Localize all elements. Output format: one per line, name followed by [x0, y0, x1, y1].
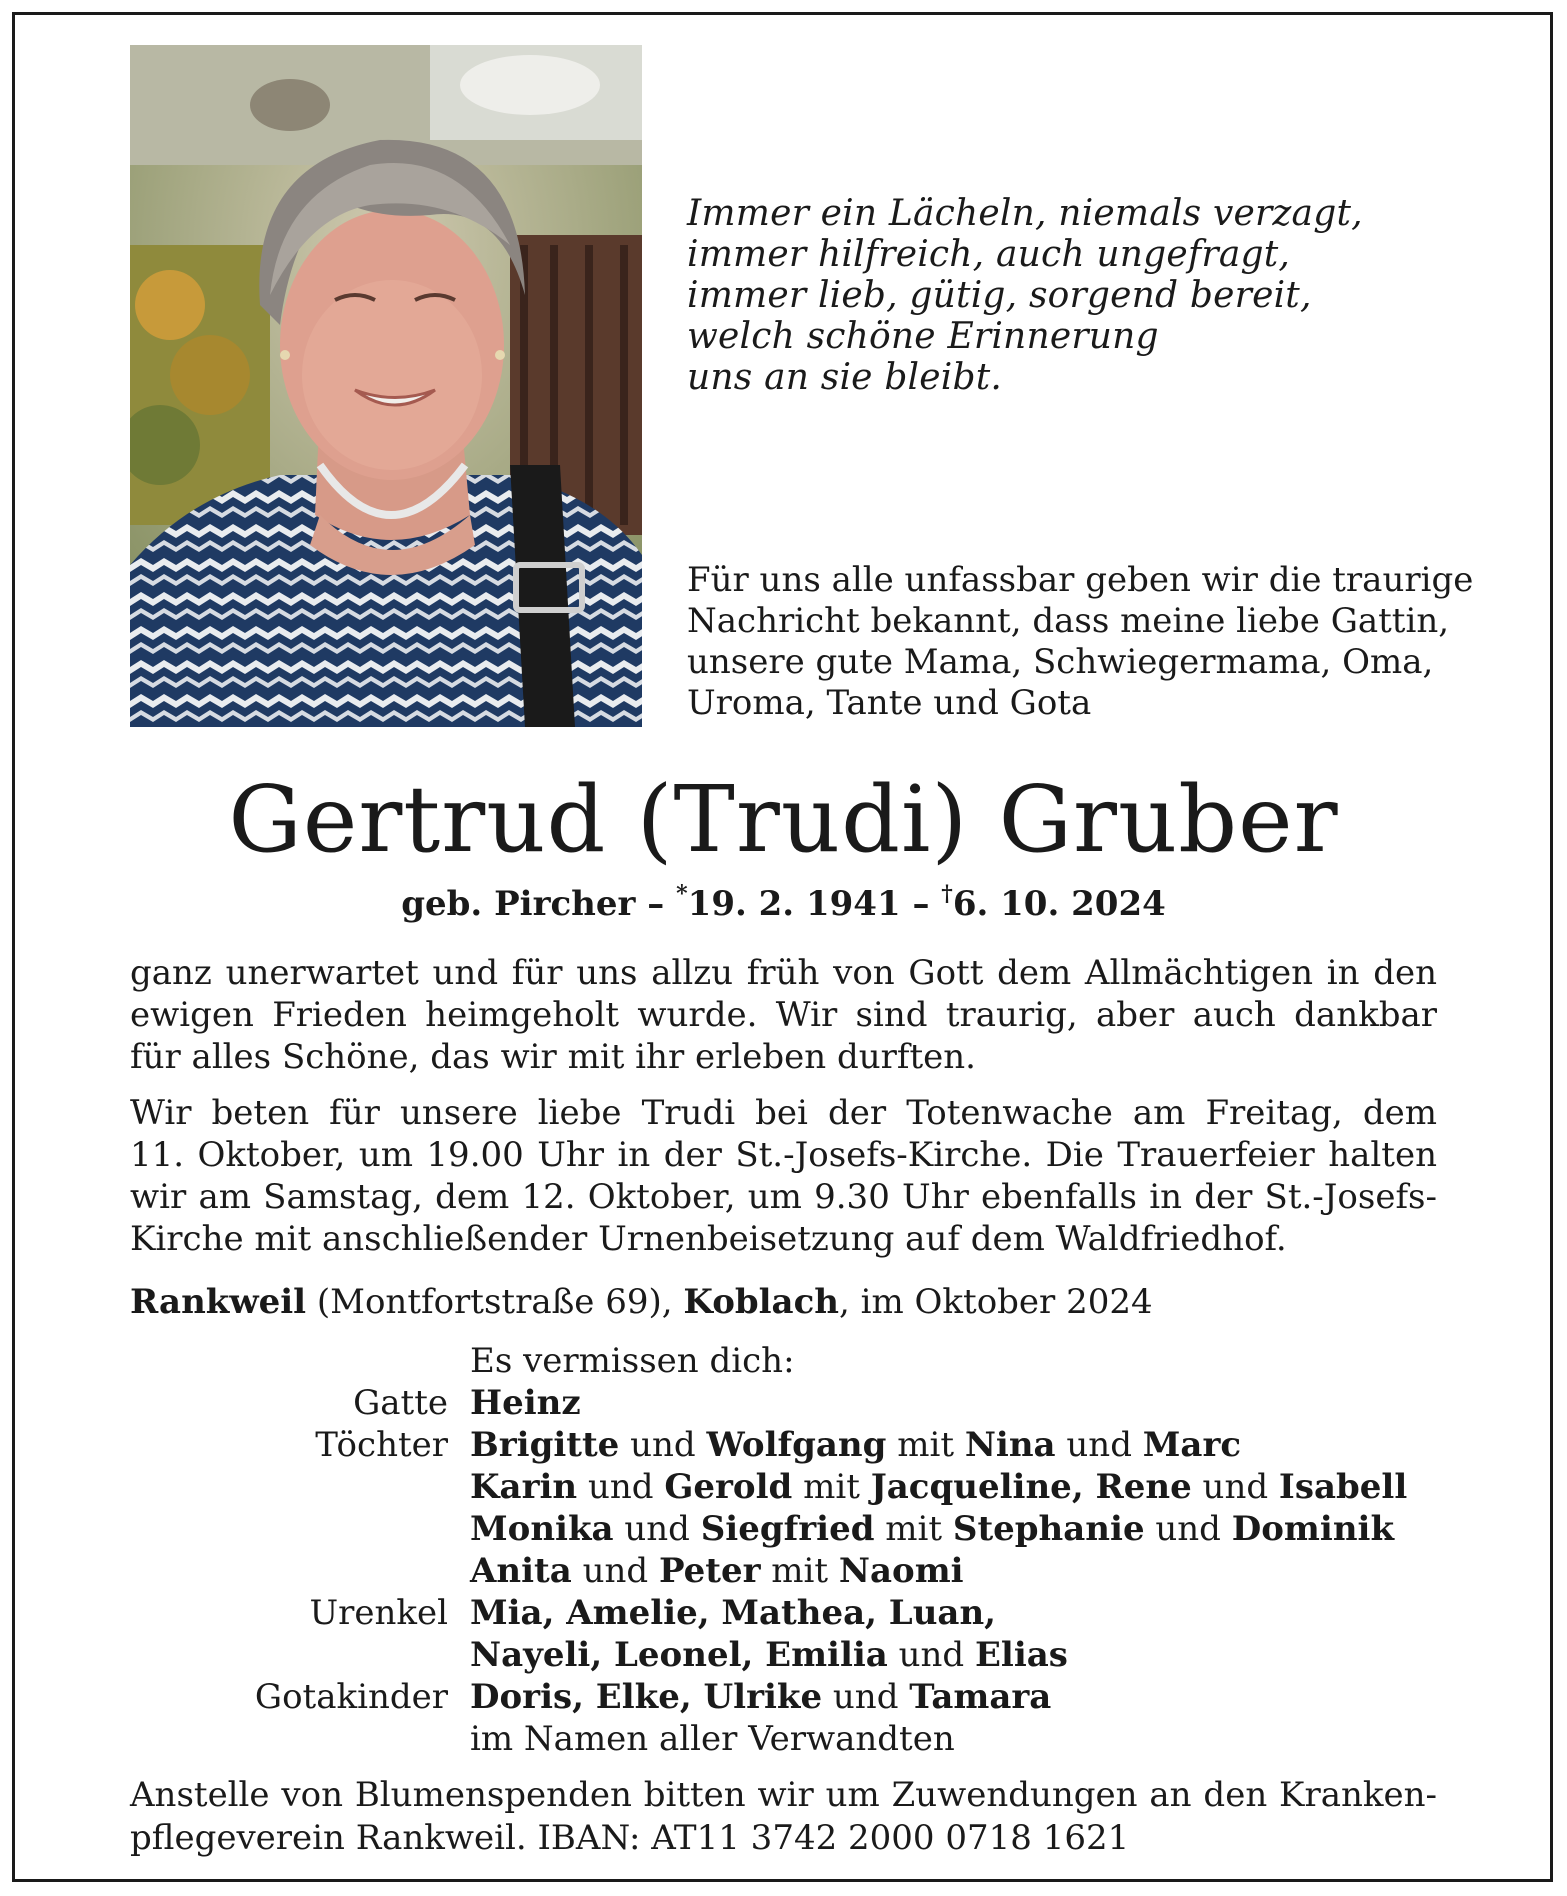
mourner-name: Naomi — [838, 1551, 964, 1591]
mourner-row — [130, 1508, 1480, 1550]
poem-line: immer lieb, gütig, sorgend bereit, — [687, 275, 1312, 316]
mourner-names — [470, 1424, 1241, 1466]
mourner-role — [130, 1550, 470, 1592]
mourner-role — [130, 1508, 470, 1550]
mourner-name: Wolfgang — [706, 1425, 887, 1465]
place-and-date — [130, 1281, 1153, 1323]
mourner-names — [470, 1382, 581, 1424]
connector-text: und — [822, 1677, 910, 1717]
poem-line: immer hilfreich, auch ungefragt, — [687, 234, 1291, 275]
mourner-names — [470, 1508, 1394, 1550]
town-rankweil: Rankweil — [130, 1282, 307, 1322]
poem-line: Immer ein Lächeln, niemals verzagt, — [687, 193, 1363, 234]
mourner-names — [470, 1550, 964, 1592]
address: (Montfortstraße 69), — [306, 1282, 684, 1322]
mourner-role: Urenkel — [309, 1593, 448, 1633]
mourner-row — [130, 1382, 1480, 1424]
mourner-name: Gerold — [664, 1467, 793, 1507]
mourner-name: Marc — [1142, 1425, 1242, 1465]
intro-line: Uroma, Tante und Gota — [687, 683, 1092, 723]
mourner-names — [470, 1592, 996, 1634]
announcement-intro — [687, 560, 1474, 724]
connector-text: und — [613, 1509, 701, 1549]
mourner-name: Stephanie — [952, 1509, 1145, 1549]
intro-line: Für uns alle unfassbar geben wir die traurige — [687, 560, 1474, 600]
mourners-list — [130, 1340, 1480, 1760]
poem-line: uns an sie bleibt. — [687, 357, 1003, 398]
mourner-name: Nayeli, Leonel, Emilia — [470, 1635, 888, 1675]
paragraph-line: ewigen Frieden heimgeholt wurde. Wir sind traurig, aber auch dankbar — [130, 995, 1437, 1035]
mourner-row — [130, 1592, 1480, 1634]
death-symbol: † — [941, 881, 953, 907]
announcement-paragraph — [130, 952, 1437, 1078]
paragraph-line: für alles Schöne, das wir mit ihr erleben durften. — [130, 1037, 976, 1077]
mourner-name: Monika — [470, 1509, 614, 1549]
mourners-heading: Es vermissen dich: — [470, 1341, 795, 1381]
connector-text: mit — [792, 1467, 871, 1507]
intro-line: unsere gute Mama, Schwiegermama, Oma, — [687, 642, 1434, 682]
mourner-row — [130, 1676, 1480, 1718]
donation-line: pflegeverein Rankweil. IBAN: AT11 3742 2000 0718 1621 — [130, 1818, 1130, 1858]
portrait-photo — [130, 45, 642, 727]
date-separator: – — [912, 884, 930, 924]
mourner-row — [130, 1466, 1480, 1508]
connector-text: und — [619, 1425, 707, 1465]
mourner-name: Tamara — [909, 1677, 1052, 1717]
connector-text: und — [1055, 1425, 1143, 1465]
mourner-name: Heinz — [470, 1383, 581, 1423]
mourner-row — [130, 1424, 1480, 1466]
paragraph-line: 11. Oktober, um 19.00 Uhr in der St.-Josefs-Kirche. Die Trauerfeier halten — [130, 1135, 1437, 1175]
intro-line: Nachricht bekannt, dass meine liebe Gattin, — [687, 601, 1450, 641]
connector-text: und — [1144, 1509, 1232, 1549]
connector-text: mit — [886, 1425, 965, 1465]
portrait-image — [130, 45, 642, 727]
birth-date: 19. 2. 1941 — [687, 884, 901, 924]
mourner-name: Siegfried — [700, 1509, 875, 1549]
paragraph-line: wir am Samstag, dem 12. Oktober, um 9.30 Uhr ebenfalls in der St.-Josefs- — [130, 1177, 1437, 1217]
paragraph-line: Kirche mit anschließender Urnenbeisetzung auf dem Waldfriedhof. — [130, 1219, 1287, 1259]
birth-name: geb. Pircher — [401, 884, 636, 924]
mourner-name: Brigitte — [470, 1425, 620, 1465]
mourner-row — [130, 1718, 1480, 1760]
mourner-name: Karin — [470, 1467, 578, 1507]
connector-text: und — [571, 1551, 659, 1591]
mourner-name: Dominik — [1231, 1509, 1395, 1549]
mourner-name: Jacqueline, Rene — [870, 1467, 1192, 1507]
issue-date: , im Oktober 2024 — [839, 1282, 1153, 1322]
mourner-row — [130, 1550, 1480, 1592]
mourner-role: Gatte — [353, 1383, 448, 1423]
town-koblach: Koblach — [683, 1282, 840, 1322]
connector-text: im Namen aller Verwandten — [470, 1719, 955, 1759]
connector-text: und — [577, 1467, 665, 1507]
mourner-role — [130, 1718, 470, 1760]
mourner-name: Peter — [658, 1551, 761, 1591]
mourners-heading-row — [130, 1340, 1480, 1382]
birth-symbol: * — [676, 881, 688, 907]
mourner-names — [470, 1676, 1051, 1718]
connector-text: und — [1191, 1467, 1279, 1507]
mourner-role — [130, 1466, 470, 1508]
mourner-role: Töchter — [315, 1425, 448, 1465]
mourner-name: Mia, Amelie, Mathea, Luan, — [470, 1593, 997, 1633]
connector-text: und — [887, 1635, 976, 1675]
mourner-name: Nina — [964, 1425, 1056, 1465]
mourner-names — [470, 1718, 955, 1760]
mourner-role — [130, 1634, 470, 1676]
mourner-name: Anita — [470, 1551, 572, 1591]
mourner-name: Elias — [975, 1635, 1068, 1675]
mourner-name: Isabell — [1278, 1467, 1408, 1507]
mourner-row — [130, 1634, 1480, 1676]
memorial-poem — [687, 193, 1487, 398]
date-separator: – — [647, 884, 665, 924]
mourner-name: Doris, Elke, Ulrike — [470, 1677, 823, 1717]
donation-note — [130, 1774, 1437, 1860]
paragraph-line: Wir beten für unsere liebe Trudi bei der Totenwache am Freitag, dem — [130, 1093, 1437, 1133]
donation-line: Anstelle von Blumenspenden bitten wir um Zuwendungen an den Kranken- — [130, 1775, 1437, 1815]
mourner-names — [470, 1466, 1407, 1508]
life-dates — [0, 882, 1567, 926]
mourner-names — [470, 1634, 1068, 1676]
deceased-name: Gertrud (Trudi) Gruber — [228, 766, 1339, 873]
paragraph-line: ganz unerwartet und für uns allzu früh von Gott dem Allmächtigen in den — [130, 953, 1437, 993]
connector-text: mit — [760, 1551, 839, 1591]
mourner-role: Gotakinder — [254, 1677, 448, 1717]
connector-text: mit — [874, 1509, 953, 1549]
service-paragraph — [130, 1092, 1437, 1260]
death-date: 6. 10. 2024 — [952, 884, 1166, 924]
poem-line: welch schöne Erinnerung — [687, 316, 1159, 357]
